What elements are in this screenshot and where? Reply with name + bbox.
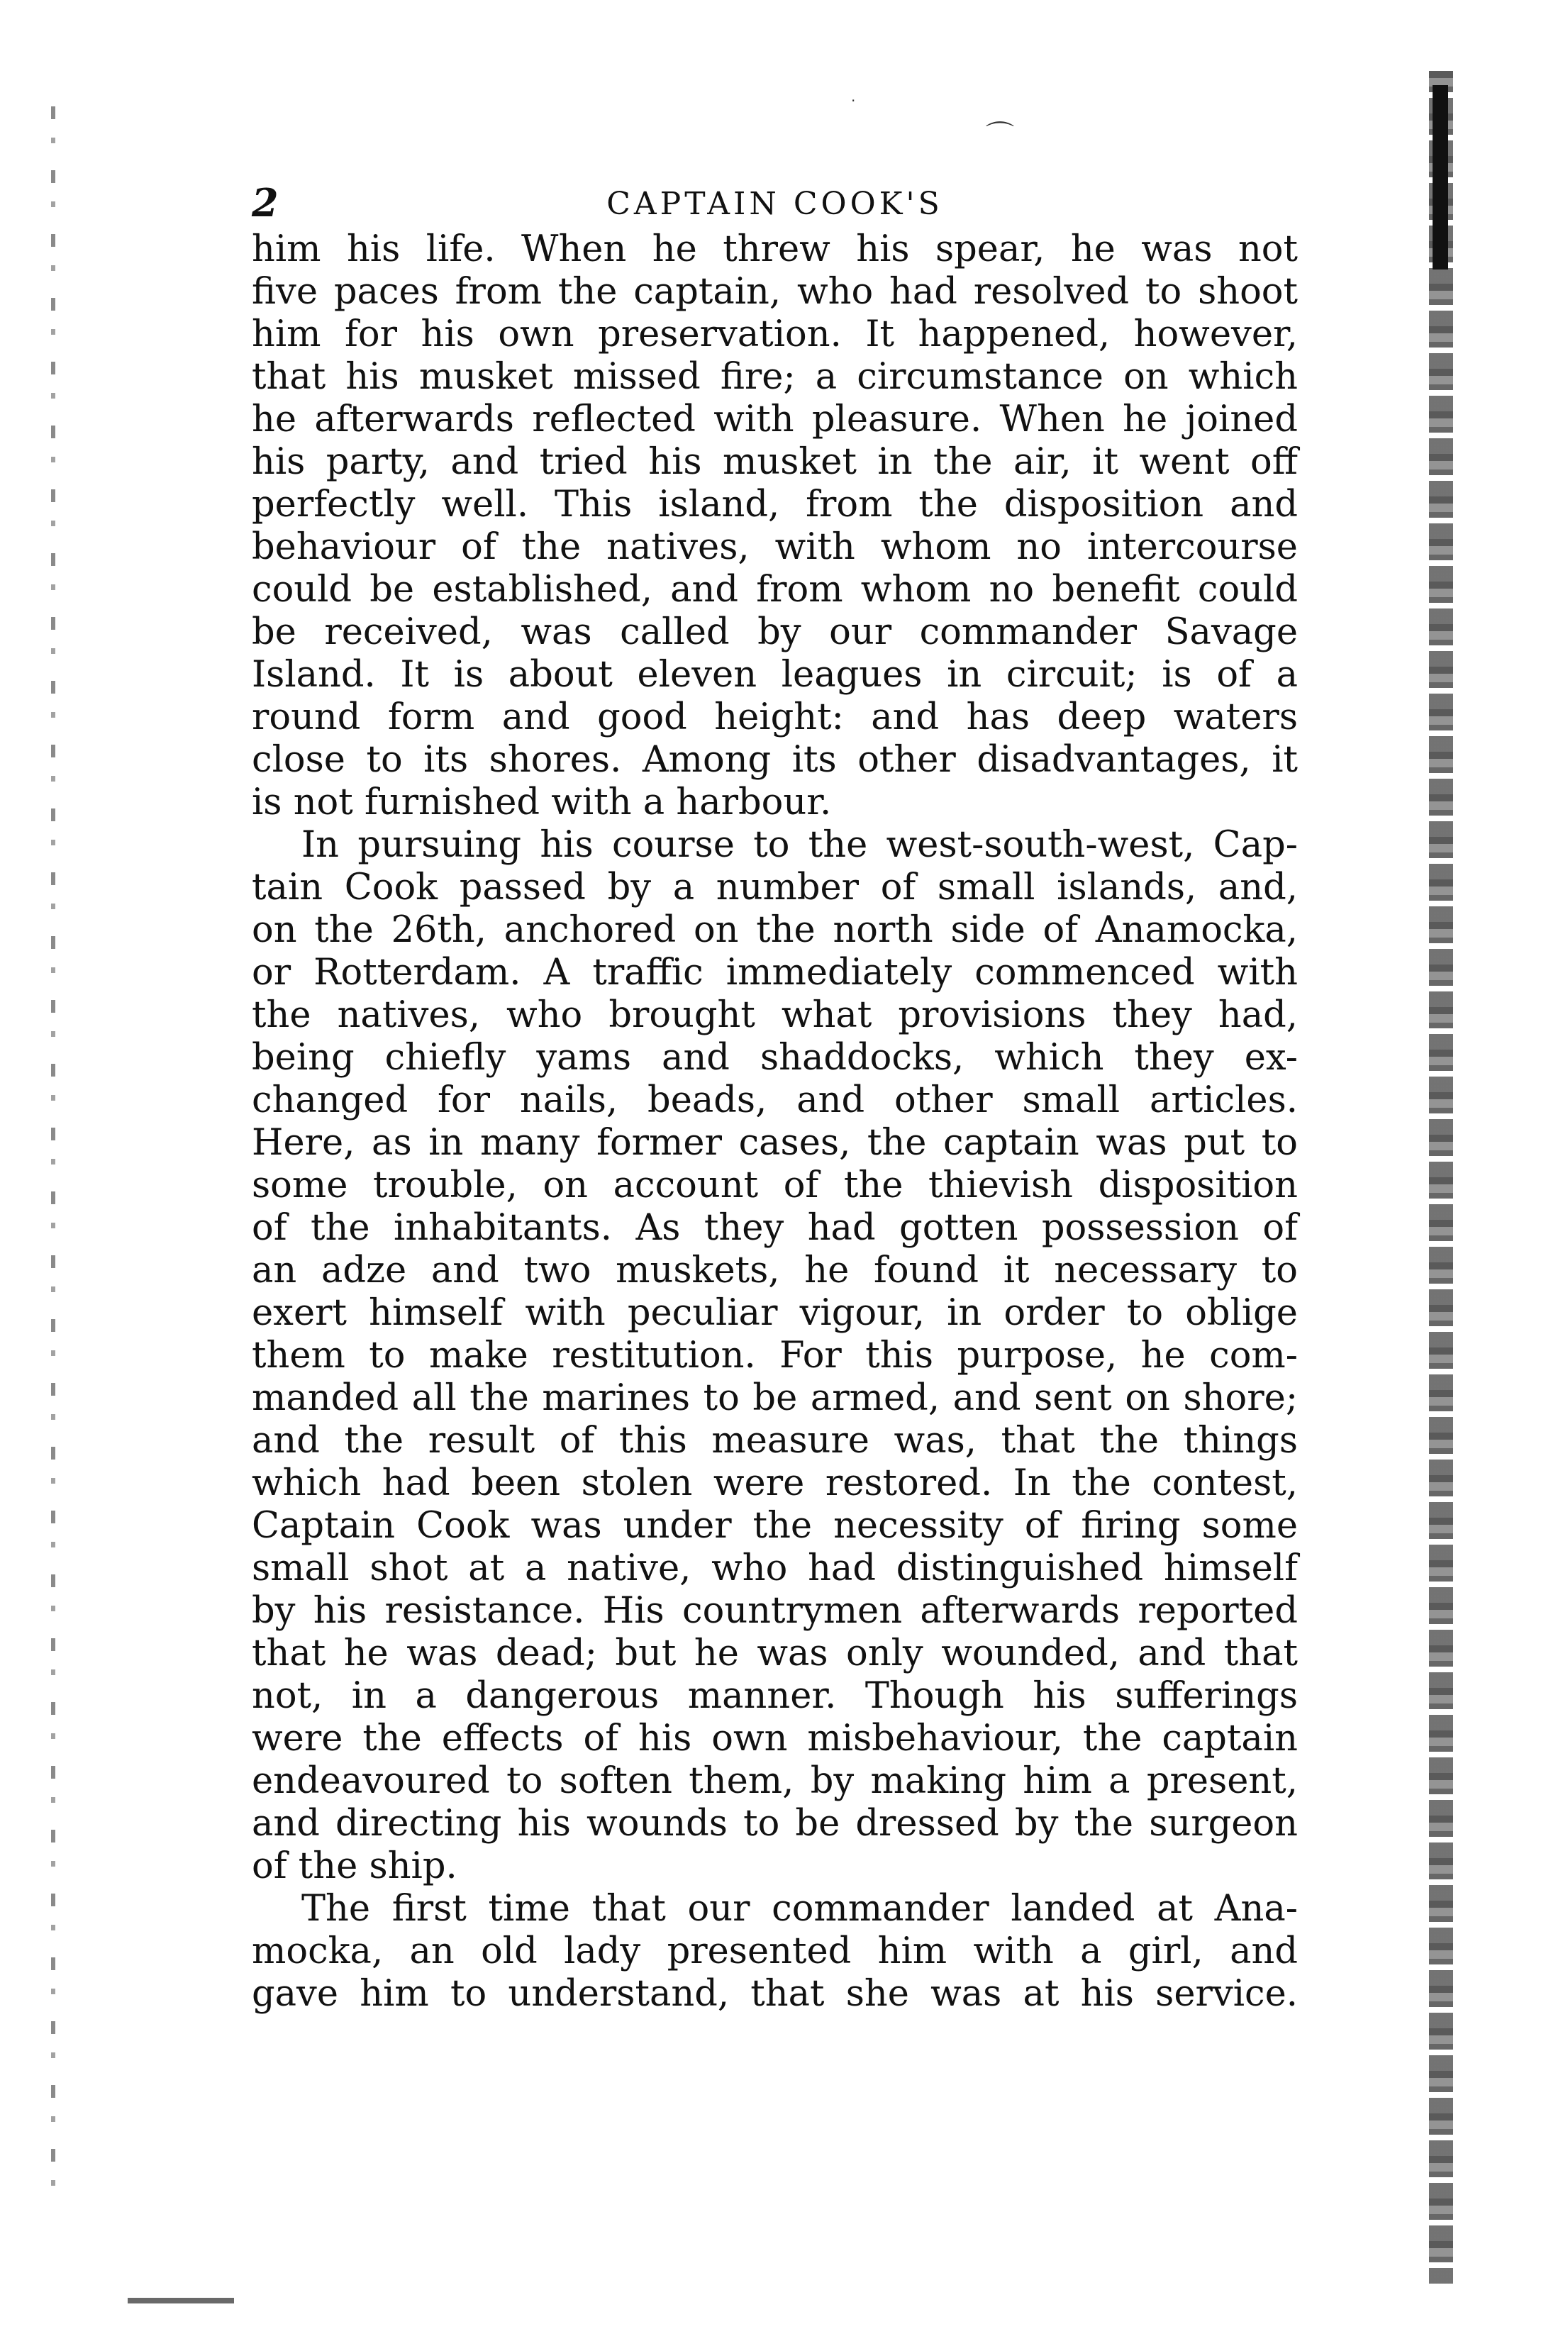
text-line: he afterwards reflected with pleasure. When he joined (252, 399, 1298, 440)
scan-mark: ⌒ (986, 120, 1014, 152)
right-page-shadow (1433, 85, 1448, 269)
text-line: Here, as in many former cases, the captain was put to (252, 1122, 1298, 1164)
text-line: In pursuing his course to the west-south-west, Cap- (301, 824, 1298, 866)
text-line: five paces from the captain, who had resolved to shoot (252, 271, 1298, 313)
text-line: endeavoured to soften them, by making him a present, (252, 1760, 1298, 1802)
text-line: or Rotterdam. A traffic immediately commenced with (252, 952, 1298, 994)
text-line: him his life. When he threw his spear, he was not (252, 228, 1298, 270)
text-line: of the ship. (252, 1845, 457, 1887)
text-line: exert himself with peculiar vigour, in order to oblige (252, 1292, 1298, 1334)
text-line: of the inhabitants. As they had gotten possession of (252, 1207, 1298, 1249)
page-header (252, 177, 1298, 227)
text-line: manded all the marines to be armed, and sent on shore; (252, 1377, 1298, 1419)
text-line: that his musket missed fire; a circumstance on which (252, 356, 1298, 398)
text-line: changed for nails, beads, and other small articles. (252, 1079, 1298, 1121)
page-number: 2 (252, 180, 279, 226)
text-line: perfectly well. This island, from the disposition and (252, 484, 1298, 526)
text-line: and the result of this measure was, that the things (252, 1420, 1298, 1462)
running-head: CAPTAIN COOK'S (606, 186, 943, 222)
text-line: which had been stolen were restored. In the contest, (252, 1462, 1298, 1504)
text-line: tain Cook passed by a number of small islands, and, (252, 867, 1298, 908)
text-line: small shot at a native, who had distinguished himself (252, 1547, 1298, 1589)
text-line: could be established, and from whom no benefit could (252, 569, 1298, 611)
text-line: Island. It is about eleven leagues in circuit; is of a (252, 654, 1298, 696)
text-line: and directing his wounds to be dressed by the surgeon (252, 1803, 1298, 1845)
paragraph-2 (252, 824, 1298, 1888)
text-line: round form and good height: and has deep waters (252, 696, 1298, 738)
text-line: close to its shores. Among its other disadvantages, it (252, 739, 1298, 781)
text-line: that he was dead; but he was only wounded, and that (252, 1633, 1298, 1674)
text-line: is not furnished with a harbour. (252, 782, 832, 823)
scan-speck: · (851, 92, 856, 109)
right-page-edge (1429, 71, 1453, 2284)
text-line: them to make restitution. For this purpose, he com- (252, 1335, 1298, 1377)
text-line: Captain Cook was under the necessity of firing some (252, 1505, 1298, 1547)
text-line: the natives, who brought what provisions they had, (252, 994, 1298, 1036)
text-line: some trouble, on account of the thievish disposition (252, 1164, 1298, 1206)
text-line: on the 26th, anchored on the north side of Anamocka, (252, 909, 1298, 951)
bottom-page-edge (128, 2298, 234, 2303)
text-line: him for his own preservation. It happened, however, (252, 313, 1298, 355)
text-line: not, in a dangerous manner. Though his sufferings (252, 1675, 1298, 1717)
text-line: his party, and tried his musket in the air, it went off (252, 441, 1298, 483)
text-line: an adze and two muskets, he found it necessary to (252, 1250, 1298, 1291)
text-line: be received, was called by our commander Savage (252, 611, 1298, 653)
text-line: mocka, an old lady presented him with a girl, and (252, 1930, 1298, 1972)
body-text (252, 228, 1298, 2016)
text-line: being chiefly yams and shaddocks, which they ex- (252, 1037, 1298, 1079)
text-line: were the effects of his own misbehaviour, the captain (252, 1718, 1298, 1760)
paragraph-1 (252, 228, 1298, 824)
paragraph-3 (252, 1888, 1298, 2016)
left-page-edge (51, 106, 55, 2206)
text-line: The first time that our commander landed at Ana- (301, 1888, 1298, 1930)
text-line: behaviour of the natives, with whom no intercourse (252, 526, 1298, 568)
text-line: by his resistance. His countrymen afterwards reported (252, 1590, 1298, 1632)
text-line: gave him to understand, that she was at his service. (252, 1973, 1298, 2015)
